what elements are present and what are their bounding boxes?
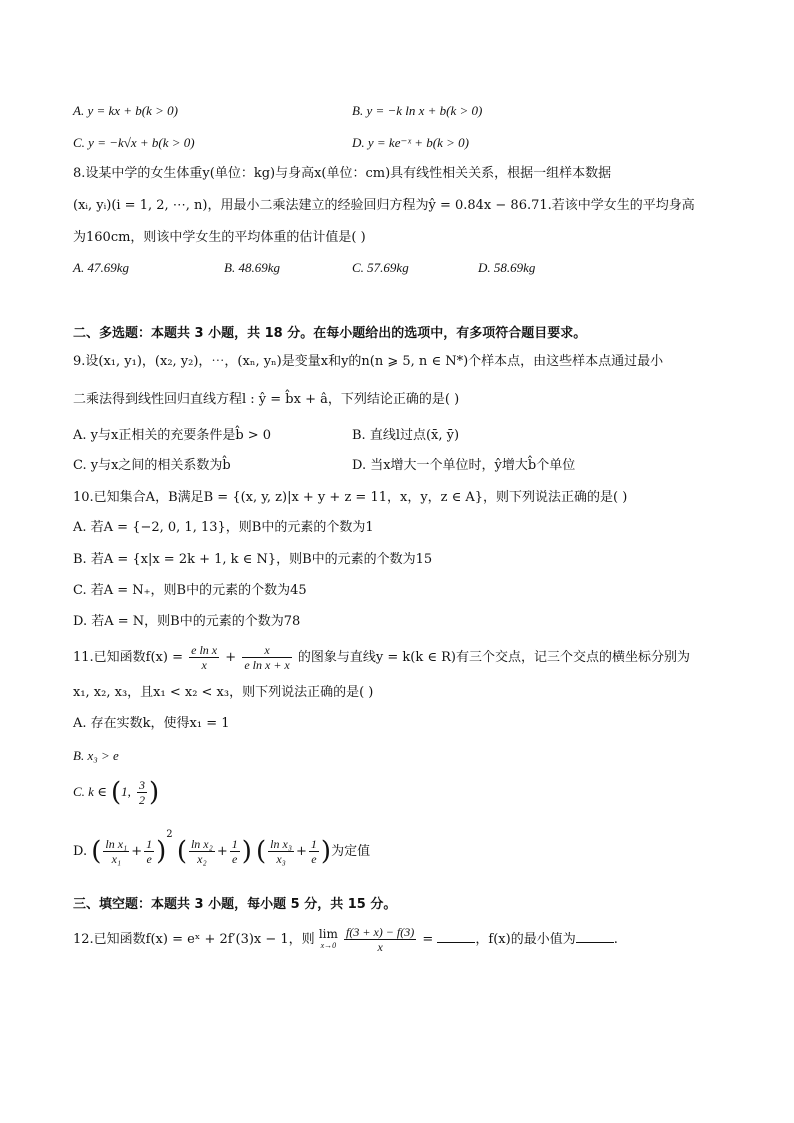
q8-line-3: 为160cm，则该中学女生的平均体重的估计值是( ) [73, 230, 366, 245]
q12-line [73, 924, 618, 956]
q11-option-d-fraction-2-numerator: ln x₂ [190, 837, 213, 851]
q11-option-a: A. 存在实数k，使得x₁ = 1 [73, 716, 230, 731]
q11-option-d-fraction-3 [268, 837, 294, 866]
q11-option-d-one-3: 1 [310, 837, 317, 851]
q11-option-c-left-paren: ( [110, 777, 122, 808]
q11-line-2: x₁, x₂, x₃，且x₁ < x₂ < x₃，则下列说法正确的是( ) [73, 685, 374, 700]
q11-fraction-2-denominator: e ln x + x [244, 658, 290, 672]
q11-option-d-one-over-e-1 [144, 837, 154, 866]
q9-line-2: 二乘法得到线性回归直线方程l : ŷ = b̂x + â，下列结论正确的是( ) [73, 392, 460, 407]
q12-limit-subscript: x→0 [320, 940, 337, 950]
q12-middle: ，f(x)的最小值为 [475, 932, 576, 947]
q11-option-c [73, 774, 159, 811]
q10-option-d: D. 若A = N，则B中的元素的个数为78 [73, 614, 301, 629]
q9-option-b: B. 直线l过点(x̄, ȳ) [352, 428, 460, 443]
q8-line-1: 8.设某中学的女生体重y(单位：kg)与身高x(单位：cm)具有线性相关关系，根据一组样本数据 [73, 166, 612, 181]
q11-line-1 [73, 643, 690, 673]
q12-fraction [344, 925, 416, 954]
q12-limit [319, 928, 338, 952]
q12-limit-label: lim [318, 926, 338, 941]
q10-line-1: 10.已知集合A，B满足B = {(x, y, z)|x + y + z = 11，x，y，z ∈ A}，则下列说法正确的是( ) [73, 490, 628, 505]
q11-option-c-right-paren: ) [149, 777, 160, 808]
q11-fraction-1 [189, 643, 219, 672]
q12-end: . [613, 932, 618, 947]
q11-option-d-fraction-1 [103, 837, 129, 866]
q11-prefix: 11.已知函数f(x) = [73, 650, 183, 665]
q9-option-d: D. 当x增大一个单位时，ŷ增大b̂个单位 [352, 458, 576, 473]
q11-option-d-fraction-2 [189, 837, 215, 866]
q11-option-d-fraction-1-numerator: ln x₁ [105, 837, 128, 851]
q11-fraction-1-numerator: e ln x [191, 643, 218, 657]
q11-option-c-numerator: 3 [139, 778, 146, 792]
q11-option-c-fraction [137, 778, 147, 807]
q11-option-d-one-1: 1 [146, 837, 153, 851]
q8-option-a: A. 47.69kg [73, 260, 129, 275]
q11-option-d-tail: 为定值 [331, 844, 371, 859]
q11-option-d-one-over-e-3 [309, 837, 319, 866]
q10-option-a: A. 若A = {−2, 0, 1, 13}，则B中的元素的个数为1 [73, 520, 374, 535]
q11-fraction-1-denominator: x [201, 658, 207, 672]
q10-option-c: C. 若A = N₊，则B中的元素的个数为45 [73, 583, 307, 598]
q11-option-d: D. ( $\frac{\text{ln x₁}}{\text{x₁}}$ + $\frac{1}{e}$ )$^2$ ( $\frac{\text{ln x₂}}{\text{x₂}}$ + $\frac{1}{e}$ ) ( $\frac{\text{ln x₃}}{\text{x₃}}$ + $\frac{1}{e}$ )为定值 [73, 829, 371, 867]
q8-option-d: D. 58.69kg [478, 260, 536, 275]
q11-option-d-e-2: e [232, 852, 238, 866]
q11-option-d-fraction-3-numerator: ln x₃ [270, 837, 293, 851]
q7-option-c: C. y = −k√x + b(k > 0) [73, 135, 195, 150]
q11-option-d-fraction-3-denominator: x₃ [276, 852, 286, 866]
q12-equals: = [422, 932, 434, 947]
q12-fraction-denominator: x [377, 940, 383, 954]
q11-option-d-one-2: 1 [231, 837, 238, 851]
q11-option-d-one-over-e-2 [230, 837, 240, 866]
q12-prefix: 12.已知函数f(x) = eˣ + 2f′(3)x − 1，则 [73, 932, 315, 947]
q7-option-a: A. y = kx + b(k > 0) [73, 103, 178, 118]
q11-option-d-e-1: e [146, 852, 152, 866]
q12-fraction-numerator: f(3 + x) − f(3) [346, 925, 415, 939]
q8-option-c: C. 57.69kg [352, 260, 409, 275]
q7-option-d: D. y = ke⁻ˣ + b(k > 0) [352, 135, 469, 150]
q9-option-c: C. y与x之间的相关系数为b̂ [73, 458, 231, 473]
q8-line-2: (xᵢ, yᵢ)(i = 1, 2, ⋯, n)，用最小二乘法建立的经验回归方程为ŷ = 0.84x − 86.71.若该中学女生的平均身高 [73, 198, 695, 213]
q8-option-b: B. 48.69kg [224, 260, 280, 275]
q9-option-a: A. y与x正相关的充要条件是b̂ > 0 [73, 428, 272, 443]
section-2-heading: 二、多选题：本题共 3 小题，共 18 分。在每小题给出的选项中，有多项符合题目要求。 [73, 326, 587, 341]
q11-option-d-fraction-2-denominator: x₂ [197, 852, 207, 866]
q11-fraction-2-numerator: x [242, 643, 291, 658]
q11-option-c-label: C. k ∈ [73, 784, 107, 799]
q11-option-d-label: D. [73, 844, 88, 859]
q12-answer-blank-2[interactable] [576, 928, 614, 943]
section-3-heading: 三、填空题：本题共 3 小题，每小题 5 分，共 15 分。 [73, 897, 397, 912]
q11-option-d-e-3: e [311, 852, 317, 866]
q11-plus: + [225, 650, 237, 665]
q11-option-d-square: 2 [166, 829, 173, 840]
q11-option-c-denominator: 2 [139, 793, 146, 807]
q9-line-1: 9.设(x₁, y₁)，(x₂, y₂)，⋯，(xₙ, yₙ)是变量x和y的n(n ⩾ 5, n ∈ N*)个样本点，由这些样本点通过最小 [73, 354, 664, 369]
q11-option-b: B. x₃ > e [73, 748, 119, 763]
q12-answer-blank-1[interactable] [437, 928, 475, 943]
q7-option-b: B. y = −k ln x + b(k > 0) [352, 103, 483, 118]
q10-option-b: B. 若A = {x|x = 2k + 1, k ∈ N}，则B中的元素的个数为15 [73, 552, 433, 567]
q11-option-c-one: 1, [121, 784, 131, 799]
q11-option-d-fraction-1-denominator: x₁ [111, 852, 122, 866]
q11-fraction-2 [242, 643, 291, 672]
q11-suffix: 的图象与直线y = k(k ∈ R)有三个交点，记三个交点的横坐标分别为 [297, 650, 690, 665]
